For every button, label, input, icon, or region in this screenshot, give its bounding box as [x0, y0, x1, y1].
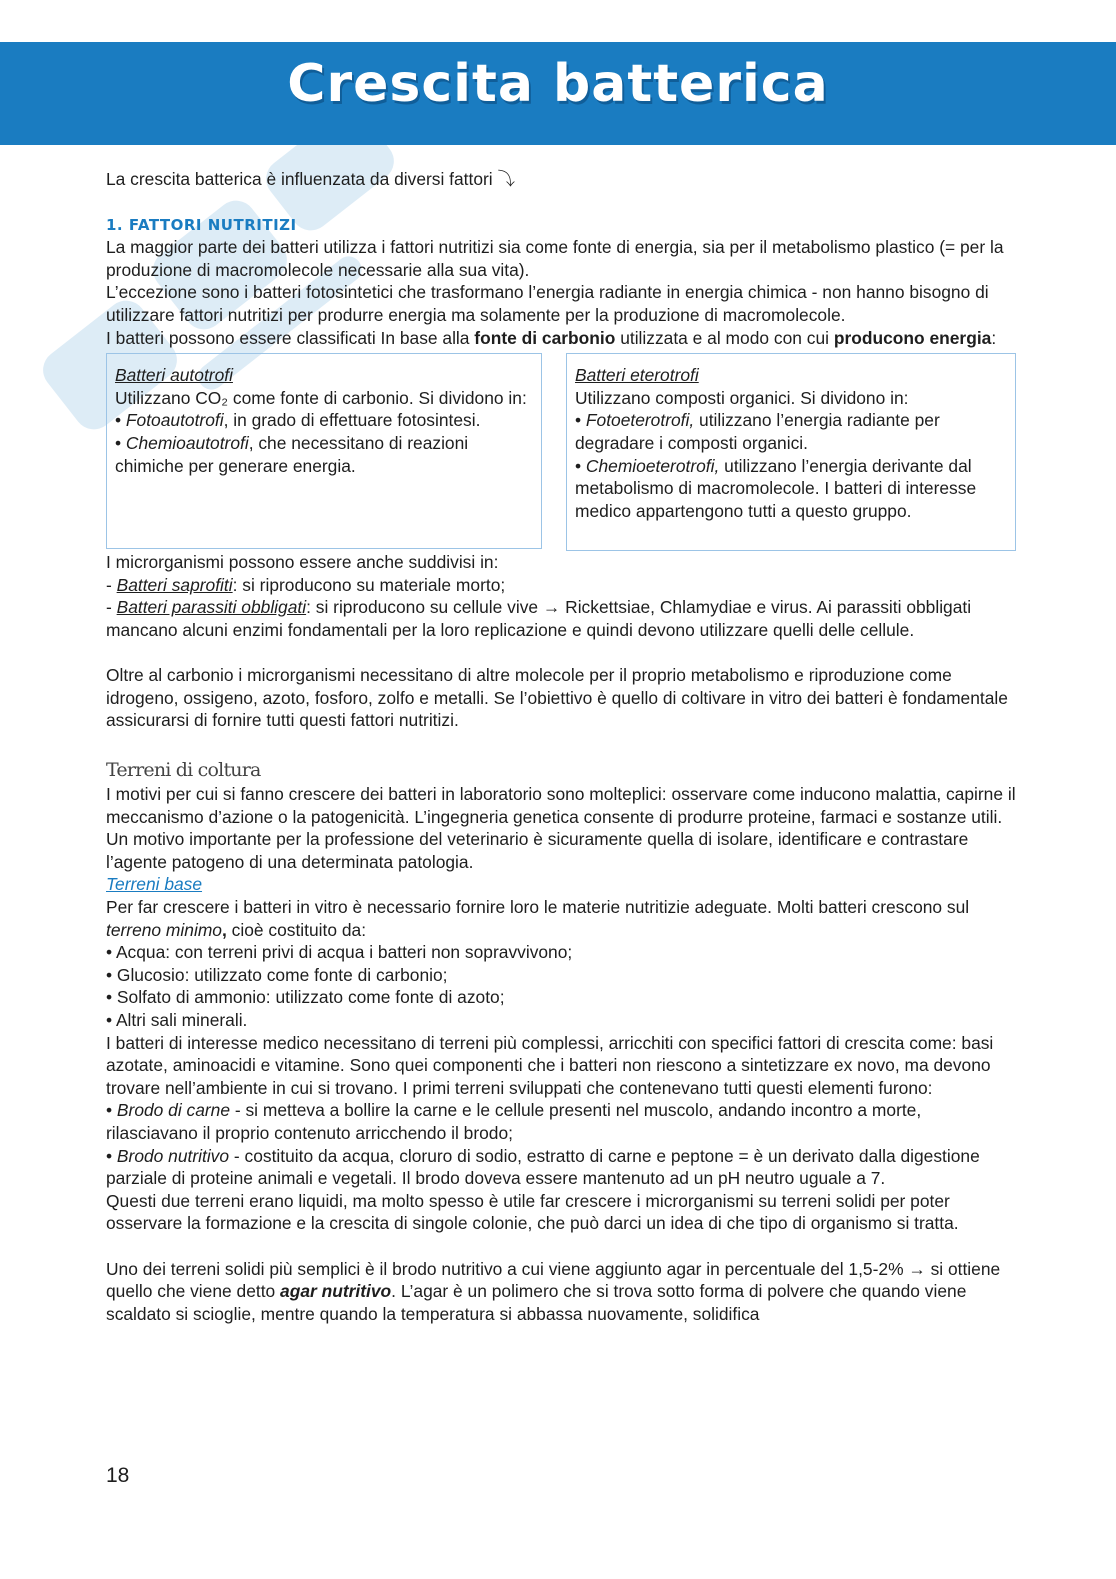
- header-banner: [0, 42, 1116, 145]
- page-content: [106, 168, 1016, 1325]
- list-item: - Batteri saprofiti: si riproducono su materiale morto;: [106, 574, 506, 595]
- box-eterotrofi: [566, 353, 1016, 551]
- list-item: • Glucosio: utilizzato come fonte di carbonio;: [106, 964, 448, 985]
- paragraph: Oltre al carbonio i microrganismi necessitano di altre molecole per il proprio metabolismo e riproduzione come idrogeno, ossigeno, azoto, fosforo, zolfo e metalli. Se l’obiettivo è quello di coltivare in vitro dei batteri è fondamentale assicurarsi di fornire tutti questi fattori nutritizi.: [106, 665, 1008, 731]
- paragraph: I motivi per cui si fanno crescere dei batteri in laboratorio sono molteplici: osservare come inducono malattia, capirne il meccanismo d’azione o la patogenicità. L’ingegneria genetica consente di produrre proteine, farmaci e sostanze utili. Un motivo importante per la professione del veterinario è sicuramente quella di isolare, identificare e contrastare l’agente patogeno di una determinata patologia.: [106, 784, 1016, 872]
- paragraph: I microrganismi possono essere anche suddivisi in:: [106, 552, 499, 573]
- turn-arrow-icon: ⤵: [497, 170, 515, 190]
- page-number: 18: [106, 1464, 130, 1487]
- list-item: • Brodo nutritivo - costituito da acqua, cloruro di sodio, estratto di carne e peptone = è un derivato dalla digestione parziale di proteine animali e vegetali. Il brodo doveva essere mantenuto ad un pH neutro uguale a 7.: [106, 1145, 980, 1189]
- paragraph: La maggior parte dei batteri utilizza i fattori nutritizi sia come fonte di energia, sia per il metabolismo plastico (= per la produzione di macromolecole necessarie alla sua vita).: [106, 237, 1004, 280]
- list-item: - Batteri parassiti obbligati: si riproducono su cellule vive → Rickettsiae, Chlamydiae e virus. Ai parassiti obbligati mancano alcuni enzimi fondamentali per la loro replicazione e quindi devono utilizzare quelli delle cellule.: [106, 597, 972, 640]
- box-title: Batteri eterotrofi: [575, 365, 699, 386]
- list-item: • Solfato di ammonio: utilizzato come fonte di azoto;: [106, 987, 505, 1008]
- paragraph: Per far crescere i batteri in vitro è necessario fornire loro le materie nutritizie adeguate. Molti batteri crescono sul terreno minimo, cioè costituito da:: [106, 897, 970, 940]
- paragraph: Uno dei terreni solidi più semplici è il brodo nutritivo a cui viene aggiunto agar in percentuale del 1,5-2% → si ottiene quello che viene detto agar nutritivo. L’agar è un polimero che si trova sotto forma di polvere che quando viene scaldato si scioglie, mentre quando la temperatura si abbassa nuovamente, solidifica: [106, 1258, 1001, 1324]
- page-title: Crescita batterica: [287, 54, 829, 114]
- classification-boxes: [106, 353, 1016, 551]
- box-autotrofi: [106, 353, 542, 549]
- section-heading-terreni-di-coltura: Terreni di coltura: [106, 758, 261, 781]
- section-heading-fattori-nutritizi: 1. FATTORI NUTRITIZI: [106, 215, 297, 234]
- subheading-terreni-base: Terreni base: [106, 874, 203, 895]
- list-item: • Brodo di carne - si metteva a bollire la carne e le cellule presenti nel muscolo, andando incontro a morte, rilasciavano il proprio contenuto arricchendo il brodo;: [106, 1100, 922, 1143]
- paragraph: I batteri di interesse medico necessitano di terreni più complessi, arricchiti con specifici fattori di crescita come: basi azotate, aminoacidi e vitamine. Sono quei componenti che i batteri non riescono a sintetizzare ex novo, ma devono trovare nell’ambiente in cui si trovano. I primi terreni sviluppati che contenevano tutti questi elementi furono:: [106, 1032, 994, 1098]
- list-item: • Acqua: con terreni privi di acqua i batteri non sopravvivono;: [106, 942, 573, 963]
- intro-line: La crescita batterica è influenzata da diversi fattori ⤵: [106, 169, 515, 190]
- box-list-item: • Chemioautotrofi, che necessitano di reazioni chimiche per generare energia.: [115, 432, 469, 476]
- box-list-item: • Fotoautotrofi, in grado di effettuare fotosintesi.: [115, 410, 481, 431]
- box-text: Utilizzano composti organici. Si dividono in:: [575, 387, 909, 408]
- box-list-item: • Chemioeterotrofi, utilizzano l’energia derivante dal metabolismo di macromolecole. I batteri di interesse medico appartengono tutti a questo gruppo.: [575, 455, 977, 521]
- box-list-item: • Fotoeterotrofi, utilizzano l’energia radiante per degradare i composti organici.: [575, 410, 940, 453]
- paragraph: Questi due terreni erano liquidi, ma molto spesso è utile far crescere i microrganismi su terreni solidi per poter osservare la formazione e la crescita di singole colonie, che può darci un idea di che tipo di organismo si tratta.: [106, 1190, 959, 1234]
- paragraph: L’eccezione sono i batteri fotosintetici che trasformano l’energia radiante in energia chimica - non hanno bisogno di utilizzare fattori nutritizi per produrre energia ma solamente per la produzione di macromolecole.: [106, 282, 989, 325]
- box-title: Batteri autotrofi: [115, 365, 233, 386]
- paragraph: I batteri possono essere classificati In base alla fonte di carbonio utilizzata e al modo con cui producono energia:: [106, 327, 997, 348]
- box-text: Utilizzano CO₂ come fonte di carbonio. Si dividono in:: [115, 387, 527, 408]
- list-item: • Altri sali minerali.: [106, 1010, 248, 1031]
